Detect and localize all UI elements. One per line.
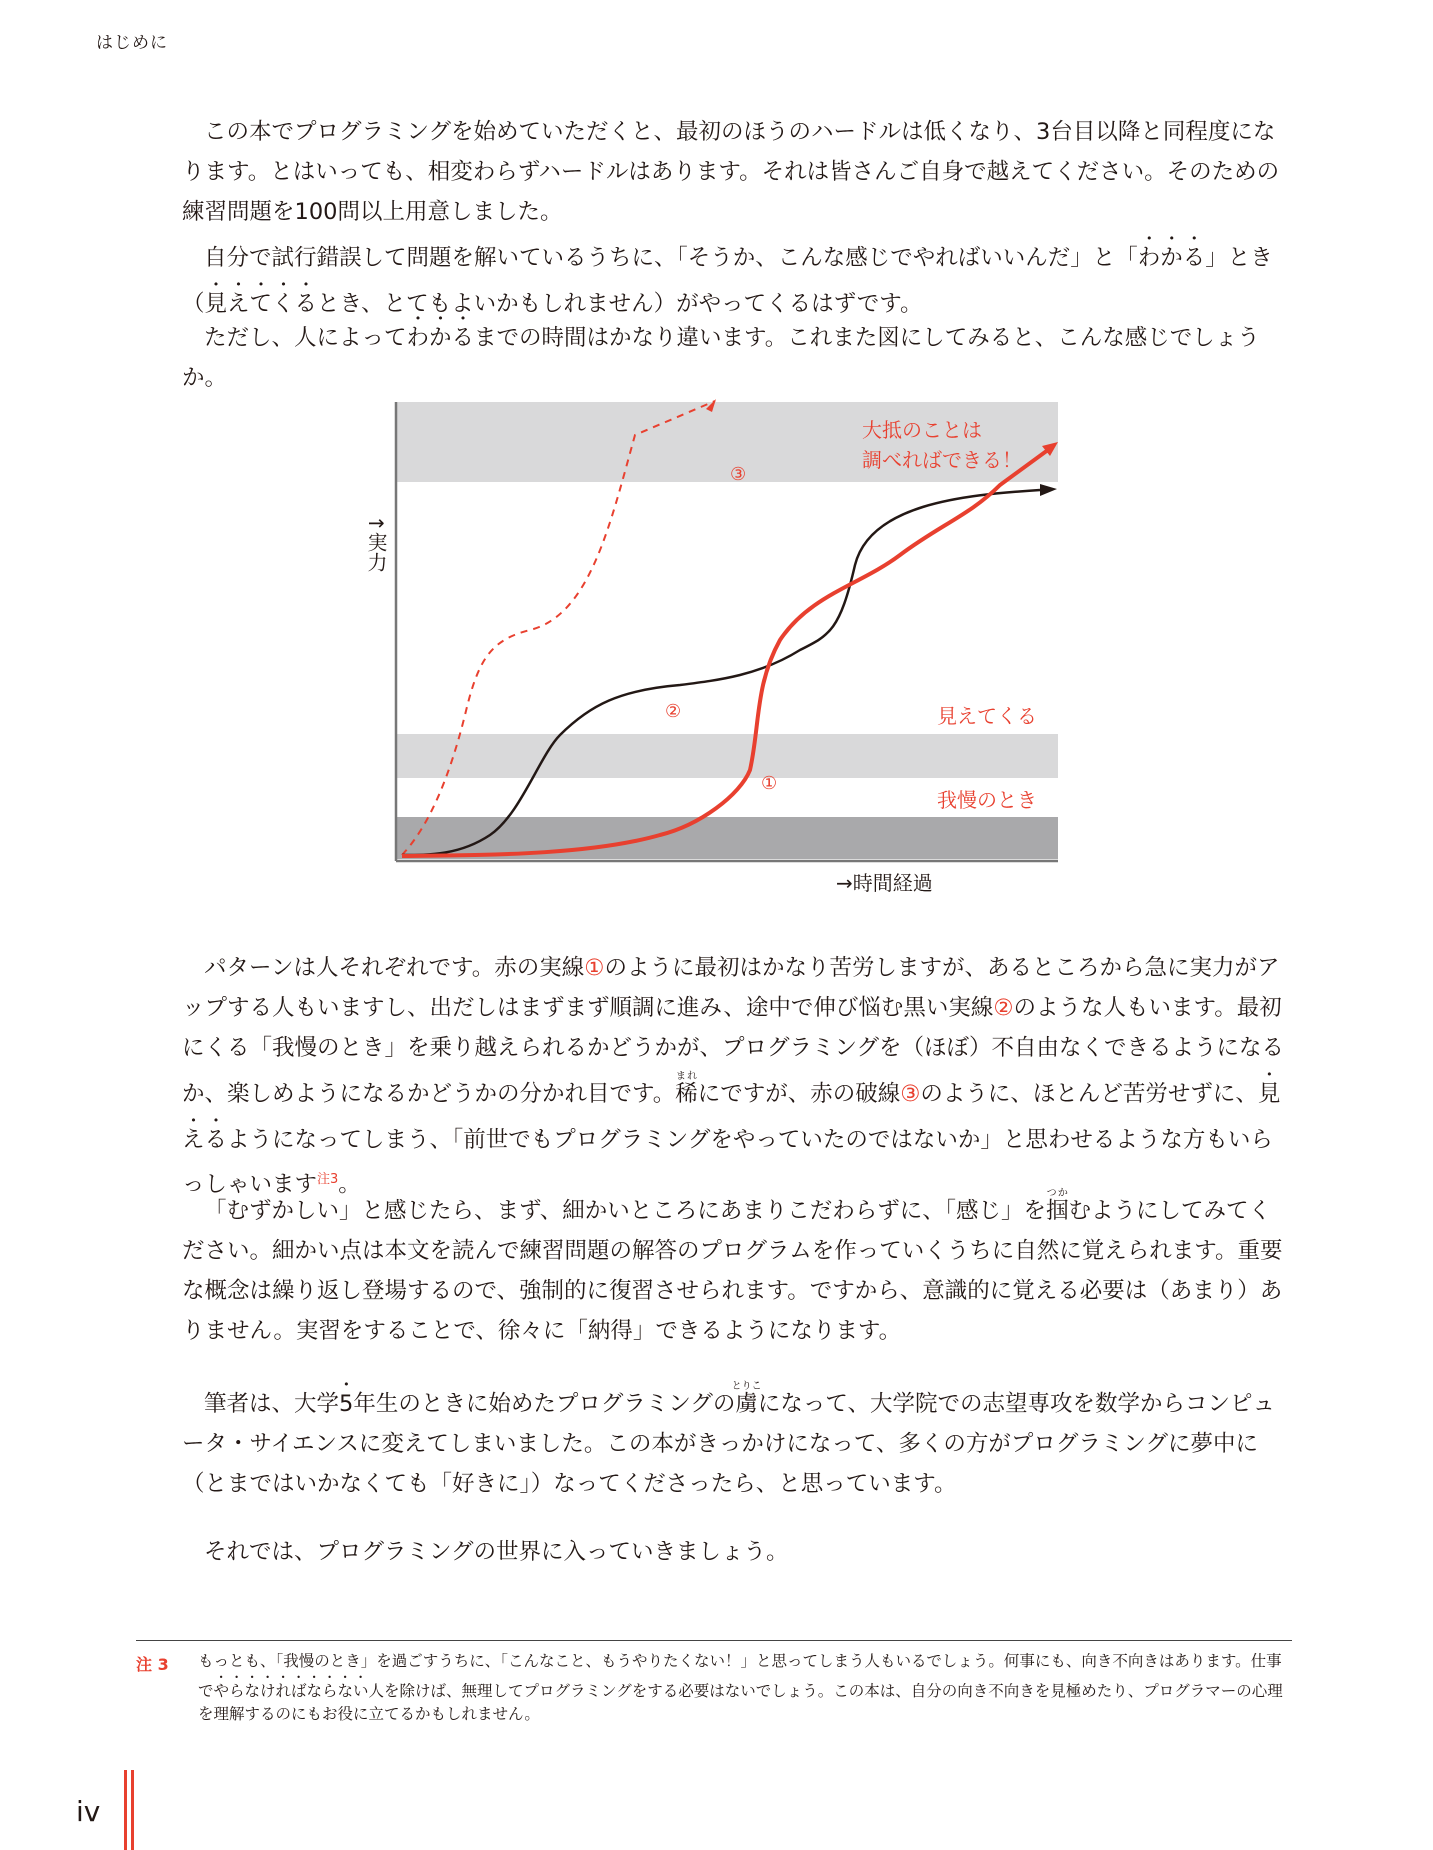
paragraph-4: パターンは人それぞれです。赤の実線①のように最初はかなり苦労しますが、あるところから急に実力がアップする人もいますし、出だしはまずまず順調に進み、途中で伸び悩む黒い実線②のような人もいます。最初にくる「我慢のとき」を乗り越えられるかどうかが、プログラミングを（ほぼ）不自由なくできるようになるか、楽しめようになるかどうかの分かれ目です。稀まれにですが、赤の破線③のように、ほとんど苦労せずに、見えるようになってしまう、「前世でもプログラミングをやっていたのではないか」と思わせるような方もいらっしゃいます$^{注3}$。: [182, 955, 1285, 1198]
band-label-research-1: 大抵のことは: [862, 418, 982, 442]
series-1-label: ①: [761, 773, 778, 794]
series-3-label: ③: [730, 464, 747, 485]
band-label-research-2: 調べればできる！: [862, 448, 1022, 472]
folio-bar-1: [124, 1770, 127, 1850]
y-axis-label: ↑実力: [364, 515, 388, 572]
skill-over-time-chart: [340, 385, 1060, 905]
folio-bar-2: [131, 1770, 134, 1850]
band-label-seeing: 見えてくる: [937, 704, 1037, 728]
footnote-ref[interactable]: 注3: [317, 1172, 339, 1187]
footnote-label: 注 3: [136, 1655, 169, 1674]
paragraph-1: この本でプログラミングを始めていただくと、最初のほうのハードルは低くなり、3台目以降と同程度になります。とはいっても、相変わらずハードルはあります。それは皆さんご自身で越えてください。そのための練習問題を100問以上用意しました。: [182, 119, 1280, 225]
band-seeing: [396, 734, 1058, 778]
running-head: はじめに: [96, 33, 168, 53]
paragraph-6: 筆者は、大学5年生のときに始めたプログラミングの虜とりこになって、大学院での志望専攻を数学からコンピュータ・サイエンスに変えてしまいました。この本がきっかけになって、多くの方がプログラミングに夢中に（とまではいかなくても「好きに」）なってくださったら、と思っています。: [182, 1381, 1275, 1497]
band-label-patience: 我慢のとき: [937, 788, 1037, 812]
x-axis-label: →時間経過: [836, 871, 933, 895]
footnote-rule: [136, 1640, 1292, 1641]
paragraph-3: ただし、人によってわかるまでの時間はかなり違います。これまた図にしてみると、こんな感じでしょうか。: [182, 325, 1260, 391]
paragraph-7: それでは、プログラミングの世界に入っていきましょう。: [204, 1539, 789, 1565]
series-2-arrowhead: [1040, 484, 1057, 496]
paragraph-2: 自分で試行錯誤して問題を解いているうちに、「そうか、こんな感じでやればいいんだ」と「わかる」とき（見えてくるとき、とてもよいかもしれません）がやってくるはずです。: [182, 245, 1273, 317]
footnote-text: もっとも、「我慢のとき」を過ごすうちに、「こんなこと、もうやりたくない！」と思ってしまう人もいるでしょう。何事にも、向き不向きはあります。仕事でやらなければならない人を除けば、無理してプログラミングをする必要はないでしょう。この本は、自分の向き不向きを見極めたり、プログラマーの心理を理解するのにもお役に立てるかもしれません。: [198, 1652, 1283, 1723]
page-number: iv: [76, 1795, 101, 1828]
series-2-label: ②: [665, 701, 682, 722]
paragraph-5: 「むずかしい」と感じたら、まず、細かいところにあまりこだわらずに、「感じ」を掴つかむようにしてみてください。細かい点は本文を読んで練習問題の解答のプログラムを作っていくうちに自然に覚えられます。重要な概念は繰り返し登場するので、強制的に復習させられます。ですから、意識的に覚える必要は（あまり）ありません。実習をすることで、徐々に「納得」できるようになります。: [182, 1188, 1283, 1344]
